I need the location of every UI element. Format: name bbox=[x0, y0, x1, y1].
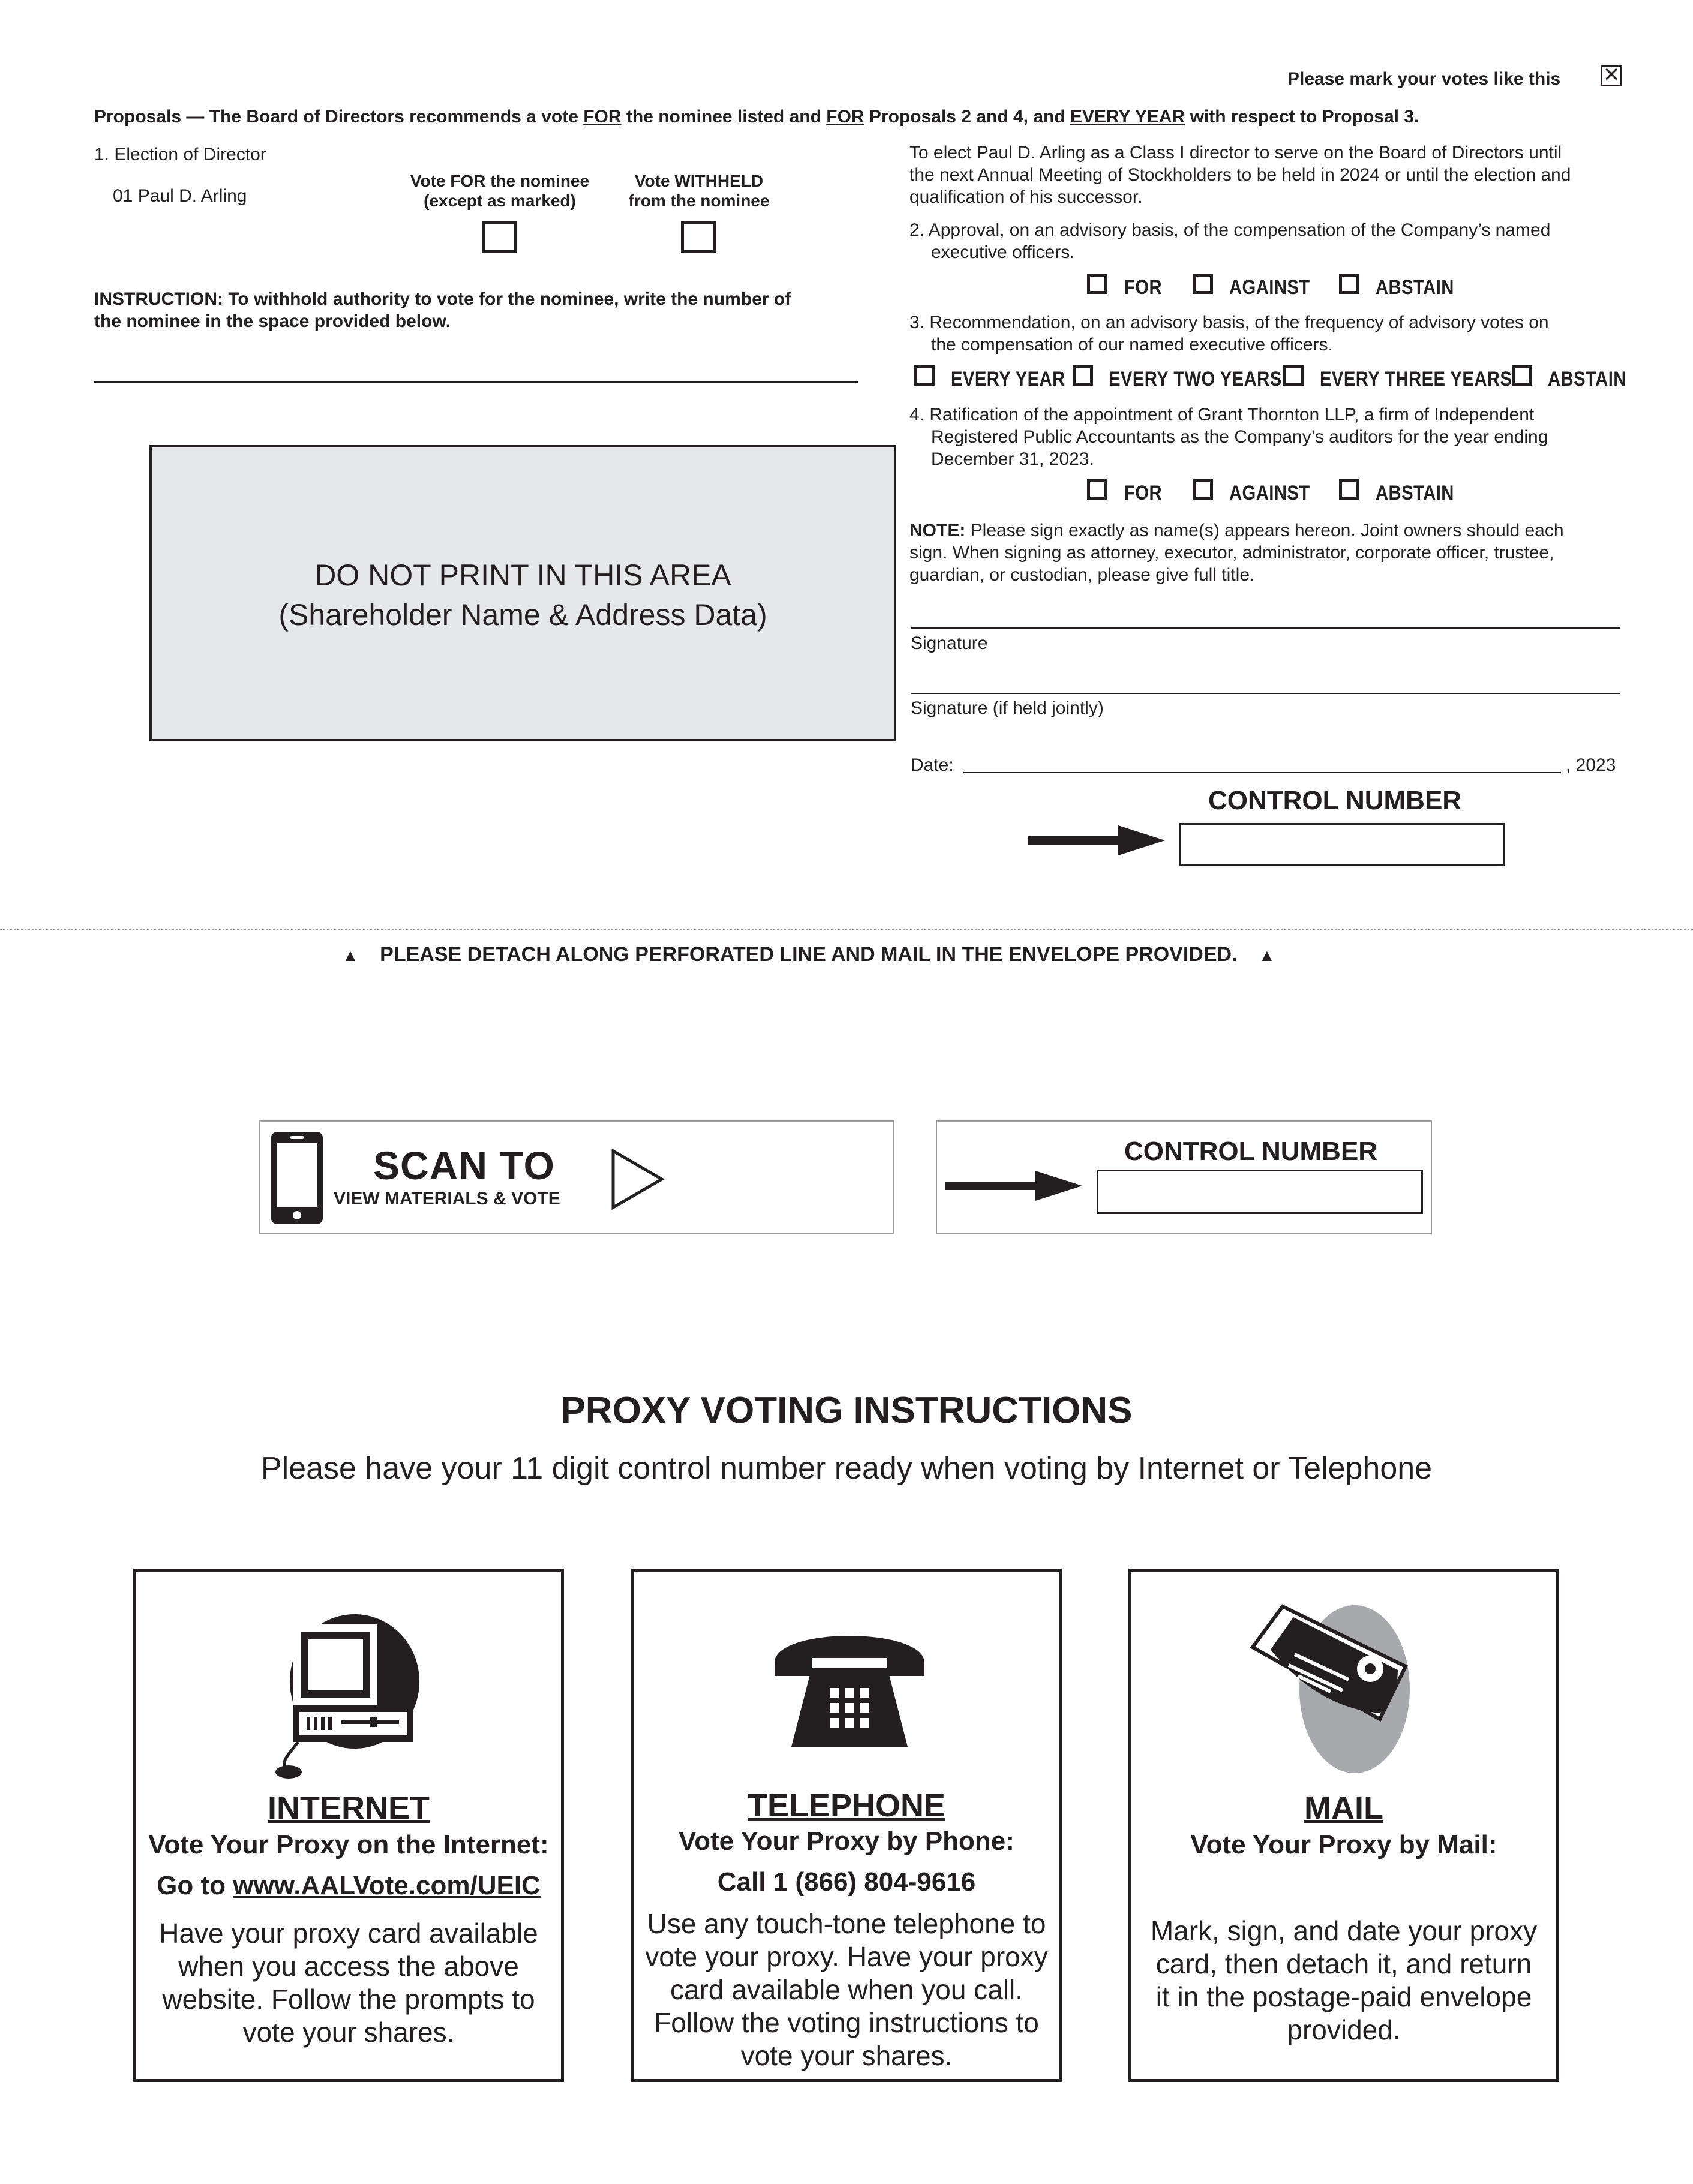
nominee-withhold-line[interactable] bbox=[94, 381, 858, 383]
vote-for-header: Vote FOR the nominee (except as marked) bbox=[410, 172, 590, 210]
control-number-label-2: CONTROL NUMBER bbox=[1124, 1137, 1378, 1166]
internet-subtitle: Vote Your Proxy on the Internet: bbox=[148, 1830, 549, 1859]
proposal3-every-two-years-checkbox[interactable] bbox=[1073, 365, 1093, 386]
telephone-number[interactable]: Call 1 (866) 804-9616 bbox=[717, 1867, 976, 1897]
signature-line[interactable] bbox=[911, 627, 1620, 629]
proposal2-text: 2. Approval, on an advisory basis, of the compensation of the Company’s named executive officers. bbox=[909, 220, 1551, 262]
joint-signature-line[interactable] bbox=[911, 693, 1620, 694]
director-heading: 1. Election of Director bbox=[94, 145, 266, 164]
proposal3-every-two-years-label: EVERY TWO YEARS bbox=[1109, 368, 1282, 390]
proposal2-for-checkbox[interactable] bbox=[1087, 274, 1107, 294]
proposal4-against-checkbox[interactable] bbox=[1193, 479, 1213, 500]
internet-goto: Go to www.AALVote.com/UEIC bbox=[157, 1871, 541, 1900]
mail-envelope-icon bbox=[1241, 1599, 1433, 1779]
control-number-label: CONTROL NUMBER bbox=[1208, 786, 1462, 815]
mail-title: MAIL bbox=[1304, 1790, 1383, 1826]
proposal4-for-label: FOR bbox=[1124, 482, 1163, 504]
proposal2-abstain-checkbox[interactable] bbox=[1339, 274, 1359, 294]
director-description: To elect Paul D. Arling as a Class I director to serve on the Board of Directors until the next Annual Meeting of Stockholders to be held in 2024 or until the election and qualification of his successor. bbox=[909, 143, 1571, 207]
date-line[interactable] bbox=[963, 772, 1561, 773]
proposal3-every-year-label: EVERY YEAR bbox=[951, 368, 1065, 390]
mail-card bbox=[1128, 1569, 1559, 2082]
mark-example-icon: ✕ bbox=[1601, 65, 1622, 86]
proposal3-text: 3. Recommendation, on an advisory basis, of the frequency of advisory votes on the compensation of our named executive officers. bbox=[909, 313, 1549, 355]
internet-card bbox=[133, 1569, 564, 2082]
vote-withheld-checkbox[interactable] bbox=[681, 221, 716, 253]
date-label: Date: bbox=[911, 755, 954, 775]
proposal4-abstain-checkbox[interactable] bbox=[1339, 479, 1359, 500]
telephone-icon bbox=[769, 1621, 930, 1753]
play-triangle-icon bbox=[610, 1148, 665, 1210]
mail-subtitle: Vote Your Proxy by Mail: bbox=[1190, 1830, 1497, 1859]
control-number-box[interactable] bbox=[1179, 823, 1505, 866]
proposal4-text: 4. Ratification of the appointment of Grant Thornton LLP, a firm of Independent Registered Public Accountants as the Company’s auditors for the year ending December 31, 2023. bbox=[909, 405, 1548, 469]
joint-signature-label: Signature (if held jointly) bbox=[911, 698, 1104, 718]
nominee-name: 01 Paul D. Arling bbox=[113, 186, 247, 206]
date-year: , 2023 bbox=[1566, 755, 1616, 775]
telephone-card bbox=[631, 1569, 1062, 2082]
control-number-box-2[interactable] bbox=[1097, 1170, 1423, 1214]
proposal2-for-label: FOR bbox=[1124, 276, 1163, 299]
note-text: NOTE: Please sign exactly as name(s) appears hereon. Joint owners should each sign. When signing as attorney, executor, administrator, corporate officer, trustee, guardian, or custodian, please give full title. bbox=[909, 521, 1564, 585]
vote-for-checkbox[interactable] bbox=[482, 221, 517, 253]
internet-url-link[interactable]: www.AALVote.com/UEIC bbox=[233, 1871, 541, 1900]
internet-title: INTERNET bbox=[268, 1790, 430, 1826]
do-not-print-line2: (Shareholder Name & Address Data) bbox=[278, 598, 767, 632]
control-arrow-icon bbox=[1028, 823, 1167, 858]
mail-body: Mark, sign, and date your proxy card, then detach it, and return it in the postage-paid envelope provided. bbox=[1150, 1915, 1538, 2045]
instruction-text: INSTRUCTION: To withhold authority to vote for the nominee, write the number of the nominee in the space provided below. bbox=[94, 289, 791, 331]
proposal3-abstain-checkbox[interactable] bbox=[1512, 365, 1532, 386]
proposal3-abstain-label: ABSTAIN bbox=[1548, 368, 1626, 390]
proposal4-abstain-label: ABSTAIN bbox=[1376, 482, 1454, 504]
computer-icon bbox=[265, 1606, 445, 1780]
proxy-title: PROXY VOTING INSTRUCTIONS bbox=[560, 1390, 1133, 1431]
do-not-print-line1: DO NOT PRINT IN THIS AREA bbox=[314, 558, 731, 592]
control-arrow-icon bbox=[945, 1168, 1085, 1203]
vote-withheld-header: Vote WITHHELD from the nominee bbox=[628, 172, 770, 210]
mark-votes-label: Please mark your votes like this bbox=[1287, 69, 1561, 89]
internet-body: Have your proxy card available when you access the above website. Follow the prompts to vote your shares. bbox=[159, 1918, 538, 2048]
proposal2-abstain-label: ABSTAIN bbox=[1376, 276, 1454, 299]
proposals-intro: Proposals — The Board of Directors recommends a vote FOR the nominee listed and FOR Proposals 2 and 4, and EVERY YEAR with respect to Proposal 3. bbox=[94, 107, 1419, 127]
proposal2-against-label: AGAINST bbox=[1229, 276, 1310, 299]
control-number-panel bbox=[936, 1120, 1432, 1234]
signature-label: Signature bbox=[911, 633, 988, 653]
smartphone-icon bbox=[269, 1130, 325, 1226]
proposal4-for-checkbox[interactable] bbox=[1087, 479, 1107, 500]
perforated-line bbox=[0, 929, 1693, 930]
proposal4-against-label: AGAINST bbox=[1229, 482, 1310, 504]
up-triangle-icon: ▲ bbox=[1259, 946, 1275, 965]
scan-to-subtitle: VIEW MATERIALS & VOTE bbox=[334, 1189, 560, 1209]
proxy-subtitle: Please have your 11 digit control number ready when voting by Internet or Telephone bbox=[260, 1451, 1433, 1486]
scan-to-title: SCAN TO bbox=[373, 1143, 555, 1188]
telephone-subtitle: Vote Your Proxy by Phone: bbox=[679, 1826, 1014, 1856]
scan-to-vote-box[interactable] bbox=[259, 1120, 894, 1234]
proposal2-against-checkbox[interactable] bbox=[1193, 274, 1213, 294]
telephone-title: TELEPHONE bbox=[747, 1788, 946, 1823]
up-triangle-icon: ▲ bbox=[342, 946, 359, 965]
do-not-print-area bbox=[149, 445, 896, 741]
proposal3-every-three-years-label: EVERY THREE YEARS bbox=[1320, 368, 1512, 390]
telephone-body: Use any touch-tone telephone to vote your proxy. Have your proxy card available when you call. Follow the voting instructions to vote your shares. bbox=[645, 1908, 1048, 2071]
proposal3-every-three-years-checkbox[interactable] bbox=[1283, 365, 1304, 386]
detach-instruction: ▲ PLEASE DETACH ALONG PERFORATED LINE AND MAIL IN THE ENVELOPE PROVIDED. ▲ bbox=[342, 943, 1275, 966]
proposal3-every-year-checkbox[interactable] bbox=[914, 365, 935, 386]
